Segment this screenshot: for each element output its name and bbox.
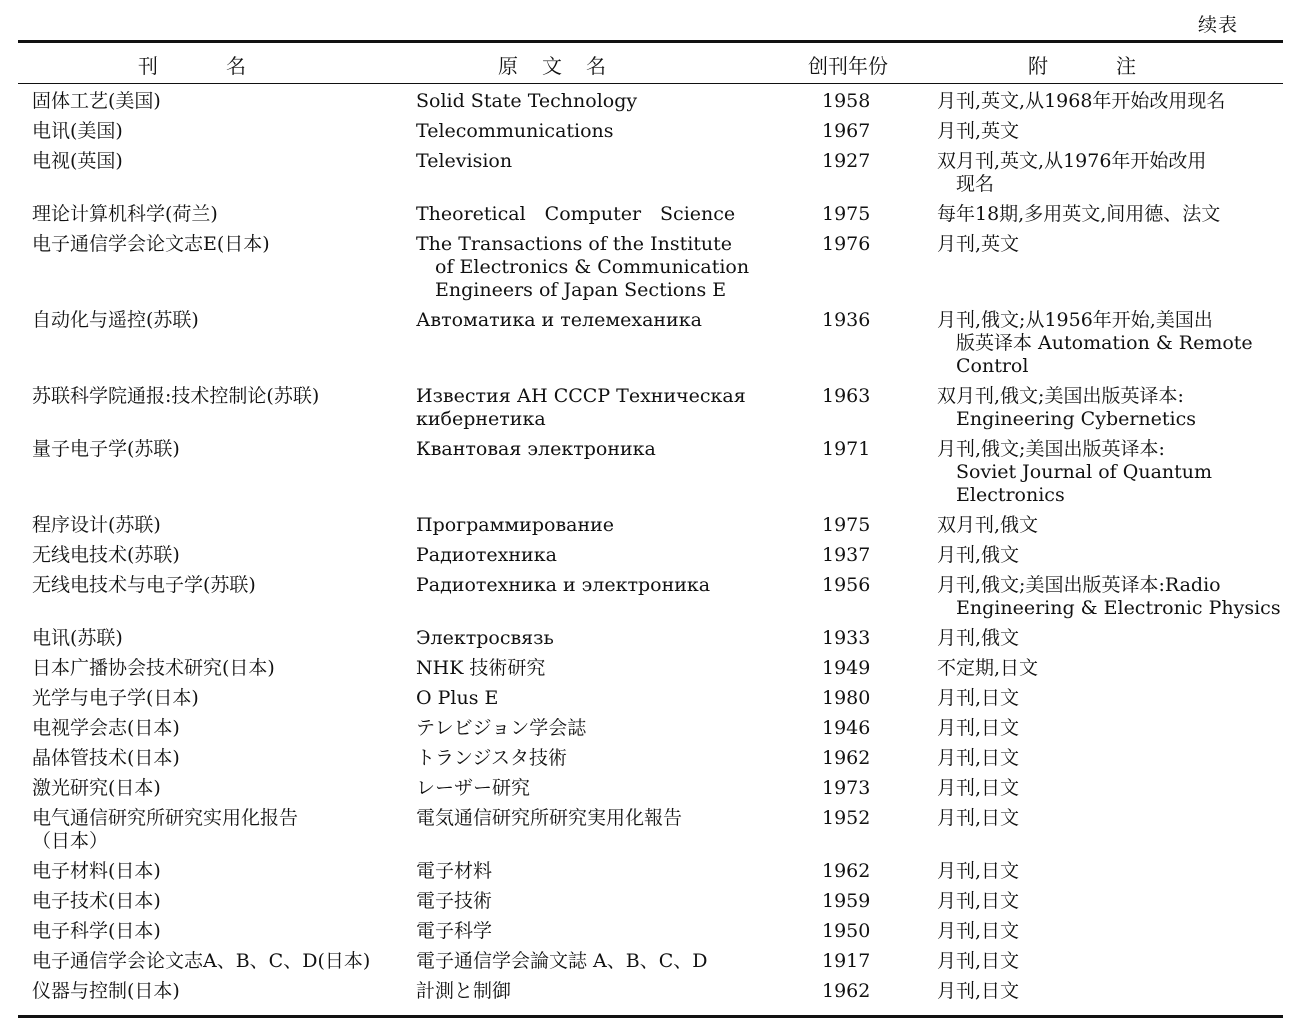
- notes-cell: 月刊,日文: [937, 807, 1020, 829]
- founded-year-cell: 1950: [822, 920, 871, 942]
- original-name-cell: 電子材料: [416, 860, 493, 882]
- journal-name-cell: 晶体管技术(日本): [32, 747, 180, 769]
- founded-year-cell: 1946: [822, 717, 871, 739]
- table-row: [0, 687, 1313, 717]
- notes-cell: 月刊,俄文;美国出版英译本:Radio Engineering & Electronic Physics: [937, 574, 1281, 619]
- notes-cell: 双月刊,英文,从1976年开始改用 现名: [937, 150, 1207, 195]
- founded-year-cell: 1962: [822, 747, 871, 769]
- header-original-name: 原 文 名: [498, 54, 608, 78]
- journal-name-cell: 日本广播协会技术研究(日本): [32, 657, 275, 679]
- table-header: [18, 44, 1283, 82]
- notes-cell: 月刊,日文: [937, 747, 1020, 769]
- table-row: [0, 233, 1313, 309]
- original-name-cell: Известия АН СССР Техническая кибернетика: [416, 385, 746, 430]
- founded-year-cell: 1967: [822, 120, 871, 142]
- table-row: [0, 438, 1313, 514]
- founded-year-cell: 1917: [822, 950, 871, 972]
- founded-year-cell: 1971: [822, 438, 871, 460]
- original-name-cell: トランジスタ技術: [416, 747, 567, 769]
- journal-name-cell: 电讯(美国): [32, 120, 123, 142]
- founded-year-cell: 1975: [822, 203, 871, 225]
- journal-name-cell: 无线电技术(苏联): [32, 544, 180, 566]
- founded-year-cell: 1959: [822, 890, 871, 912]
- notes-cell: 月刊,俄文;从1956年开始,美国出 版英译本 Automation & Remote Control: [937, 309, 1253, 377]
- table-row: [0, 807, 1313, 860]
- original-name-cell: NHK 技術研究: [416, 657, 546, 679]
- original-name-cell: Автоматика и телемеханика: [416, 309, 702, 331]
- header-notes: 附 注: [1028, 54, 1138, 78]
- header-founded-year: 创刊年份: [808, 54, 888, 78]
- journal-name-cell: 电子科学(日本): [32, 920, 161, 942]
- original-name-cell: O Plus E: [416, 687, 499, 709]
- original-name-cell: レーザー研究: [416, 777, 531, 799]
- founded-year-cell: 1958: [822, 90, 871, 112]
- original-name-cell: 電子技術: [416, 890, 493, 912]
- header-rule: [18, 83, 1283, 84]
- journal-name-cell: 电讯(苏联): [32, 627, 123, 649]
- founded-year-cell: 1937: [822, 544, 871, 566]
- table-row: [0, 890, 1313, 920]
- table-row: [0, 150, 1313, 203]
- founded-year-cell: 1949: [822, 657, 871, 679]
- notes-cell: 月刊,俄文: [937, 544, 1020, 566]
- notes-cell: 月刊,日文: [937, 860, 1020, 882]
- table-row: [0, 574, 1313, 627]
- top-rule: [18, 40, 1283, 43]
- journal-name-cell: 光学与电子学(日本): [32, 687, 199, 709]
- notes-cell: 月刊,日文: [937, 717, 1020, 739]
- founded-year-cell: 1927: [822, 150, 871, 172]
- original-name-cell: 電子通信学会論文誌 A、B、C、D: [416, 950, 708, 972]
- original-name-cell: Theoretical Computer Science: [416, 203, 736, 225]
- table-row: [0, 309, 1313, 385]
- journal-name-cell: 电视学会志(日本): [32, 717, 180, 739]
- journal-name-cell: 电视(英国): [32, 150, 123, 172]
- table-row: [0, 920, 1313, 950]
- original-name-cell: Television: [416, 150, 513, 172]
- journal-name-cell: 电子材料(日本): [32, 860, 161, 882]
- journal-name-cell: 苏联科学院通报:技术控制论(苏联): [32, 385, 320, 407]
- original-name-cell: テレビジョン学会誌: [416, 717, 587, 739]
- notes-cell: 月刊,日文: [937, 890, 1020, 912]
- journal-name-cell: 电气通信研究所研究实用化报告 （日本）: [32, 807, 299, 852]
- notes-cell: 月刊,日文: [937, 687, 1020, 709]
- notes-cell: 不定期,日文: [937, 657, 1039, 679]
- table-row: [0, 385, 1313, 438]
- table-row: [0, 544, 1313, 574]
- bottom-rule: [18, 1015, 1283, 1018]
- table-row: [0, 950, 1313, 980]
- journal-name-cell: 激光研究(日本): [32, 777, 161, 799]
- notes-cell: 月刊,英文: [937, 233, 1020, 255]
- table-row: [0, 627, 1313, 657]
- notes-cell: 月刊,日文: [937, 920, 1020, 942]
- founded-year-cell: 1962: [822, 860, 871, 882]
- original-name-cell: Программирование: [416, 514, 615, 536]
- continued-label: 续表: [1197, 14, 1238, 36]
- original-name-cell: The Transactions of the Institute of Electronics & Communication Engineers of Japan Sections E: [416, 233, 750, 301]
- journal-name-cell: 理论计算机科学(荷兰): [32, 203, 218, 225]
- journal-name-cell: 无线电技术与电子学(苏联): [32, 574, 256, 596]
- notes-cell: 双月刊,俄文: [937, 514, 1039, 536]
- notes-cell: 月刊,日文: [937, 980, 1020, 1002]
- notes-cell: 月刊,日文: [937, 777, 1020, 799]
- founded-year-cell: 1975: [822, 514, 871, 536]
- table-row: [0, 203, 1313, 233]
- original-name-cell: Радиотехника: [416, 544, 557, 566]
- table-row: [0, 747, 1313, 777]
- founded-year-cell: 1976: [822, 233, 871, 255]
- original-name-cell: Telecommunications: [416, 120, 614, 142]
- founded-year-cell: 1963: [822, 385, 871, 407]
- notes-cell: 月刊,俄文: [937, 627, 1020, 649]
- original-name-cell: 電子科学: [416, 920, 493, 942]
- original-name-cell: Solid State Technology: [416, 90, 638, 112]
- notes-cell: 每年18期,多用英文,间用德、法文: [937, 203, 1221, 225]
- journal-name-cell: 仪器与控制(日本): [32, 980, 180, 1002]
- journal-name-cell: 自动化与遥控(苏联): [32, 309, 199, 331]
- table-row: [0, 777, 1313, 807]
- journal-name-cell: 电子通信学会论文志E(日本): [32, 233, 270, 255]
- original-name-cell: 電気通信研究所研究実用化報告: [416, 807, 683, 829]
- journal-name-cell: 电子通信学会论文志A、B、C、D(日本): [32, 950, 371, 972]
- founded-year-cell: 1936: [822, 309, 871, 331]
- table-row: [0, 860, 1313, 890]
- header-journal-name: 刊 名: [138, 54, 248, 78]
- original-name-cell: Радиотехника и электроника: [416, 574, 711, 596]
- notes-cell: 双月刊,俄文;美国出版英译本: Engineering Cybernetics: [937, 385, 1197, 430]
- original-name-cell: Квантовая электроника: [416, 438, 656, 460]
- founded-year-cell: 1962: [822, 980, 871, 1002]
- founded-year-cell: 1933: [822, 627, 871, 649]
- journal-name-cell: 电子技术(日本): [32, 890, 161, 912]
- original-name-cell: 計測と制御: [416, 980, 512, 1002]
- journal-name-cell: 量子电子学(苏联): [32, 438, 180, 460]
- table-row: [0, 514, 1313, 544]
- table-body: [0, 90, 1313, 1010]
- table-row: [0, 980, 1313, 1010]
- table-row: [0, 717, 1313, 747]
- founded-year-cell: 1980: [822, 687, 871, 709]
- notes-cell: 月刊,俄文;美国出版英译本: Soviet Journal of Quantum Electronics: [937, 438, 1213, 506]
- founded-year-cell: 1973: [822, 777, 871, 799]
- notes-cell: 月刊,英文,从1968年开始改用现名: [937, 90, 1226, 112]
- table-row: [0, 90, 1313, 120]
- table-row: [0, 120, 1313, 150]
- table-row: [0, 657, 1313, 687]
- founded-year-cell: 1956: [822, 574, 871, 596]
- founded-year-cell: 1952: [822, 807, 871, 829]
- notes-cell: 月刊,日文: [937, 950, 1020, 972]
- journal-name-cell: 固体工艺(美国): [32, 90, 161, 112]
- original-name-cell: Электросвязь: [416, 627, 554, 649]
- journal-name-cell: 程序设计(苏联): [32, 514, 161, 536]
- notes-cell: 月刊,英文: [937, 120, 1020, 142]
